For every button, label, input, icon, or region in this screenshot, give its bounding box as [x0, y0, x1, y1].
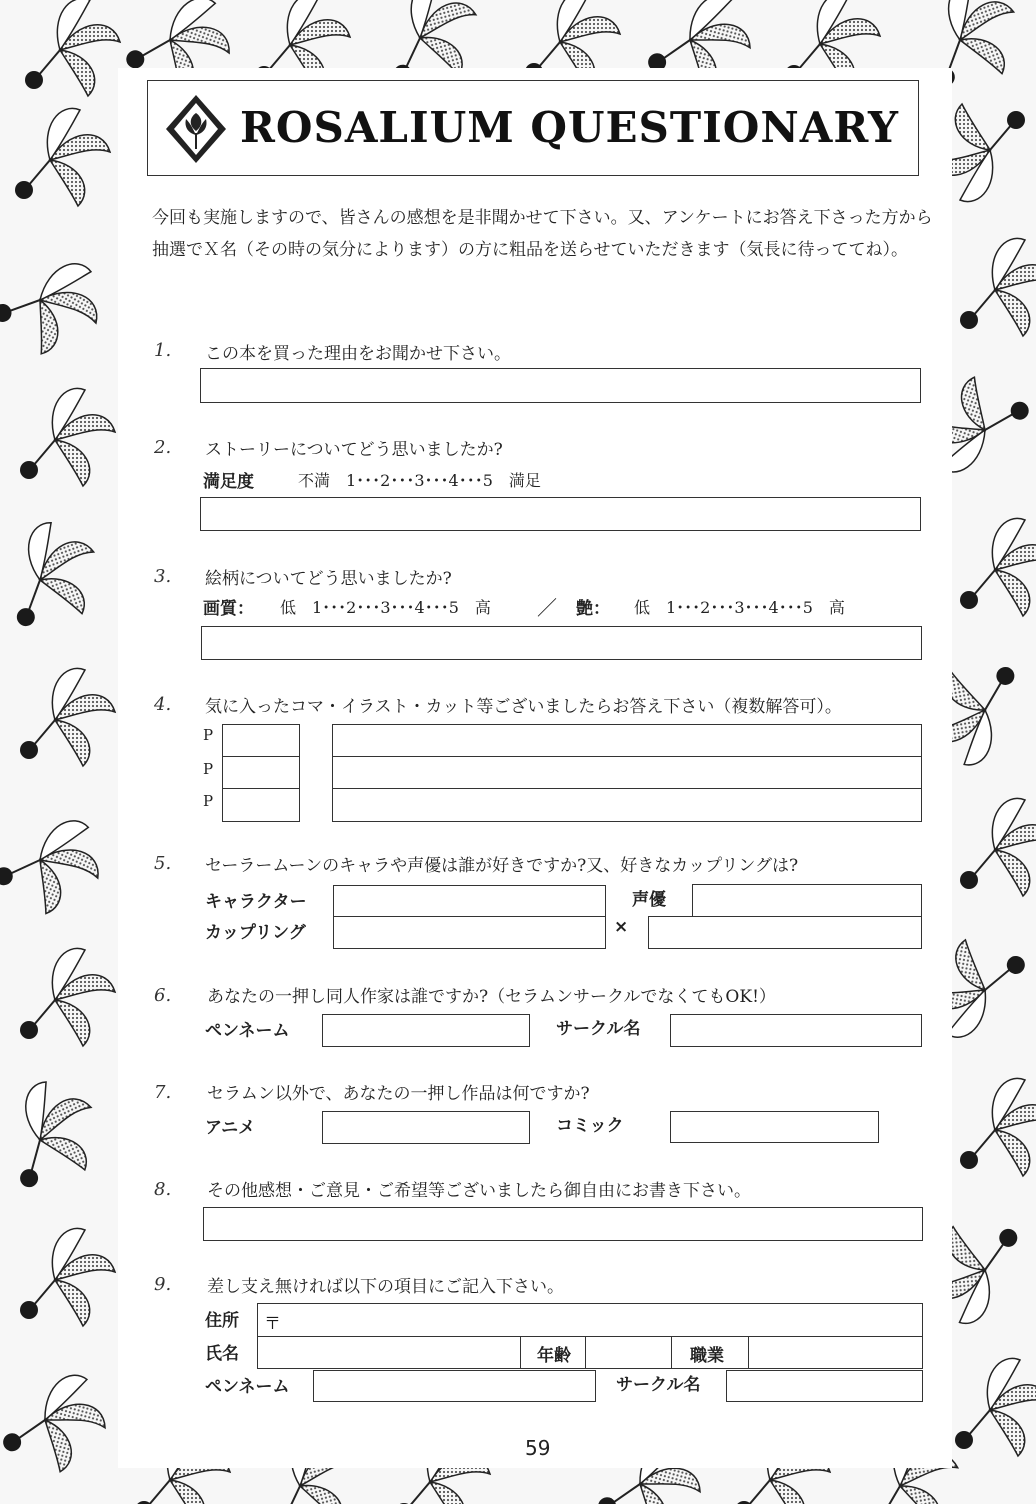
q9-text: 差し支え無ければ以下の項目にご記入下さい。: [207, 1277, 564, 1297]
q3-separator: ／: [537, 596, 557, 620]
q9-number: 9.: [154, 1274, 172, 1295]
q2-satisfaction-label: 満足度: [203, 472, 254, 492]
q1-number: 1.: [154, 340, 172, 361]
q5-coupling-label: カップリング: [205, 923, 306, 943]
page-number: 59: [522, 1436, 553, 1460]
q4-text: 気に入ったコマ・イラスト・カット等ございましたらお答え下さい（複数解答可）。: [205, 697, 842, 717]
q8-answer-field[interactable]: [203, 1207, 923, 1241]
q9-job-field[interactable]: [748, 1336, 923, 1369]
q9-job-label: 職業: [690, 1346, 724, 1366]
q4-comment-field-1[interactable]: [332, 724, 922, 758]
q5-cross-mark: ×: [614, 917, 629, 937]
q5-seiyu-field[interactable]: [692, 884, 922, 917]
tulip-logo-icon: [164, 93, 228, 165]
q9-penname-field[interactable]: [313, 1370, 596, 1402]
q9-circle-label: サークル名: [616, 1375, 701, 1395]
q5-number: 5.: [154, 853, 172, 874]
q4-page-field-1[interactable]: [222, 724, 300, 758]
q3-gloss-label: 艶：: [576, 599, 610, 619]
intro-text: 今回も実施しますので、皆さんの感想を是非聞かせて下さい。又、アンケートにお答え下さった方から抽選でＸ名（その時の気分によります）の方に粗品を送らせていただきます（気長に待っててね）。: [152, 208, 933, 260]
q5-coupling-field-a[interactable]: [333, 916, 606, 949]
q4-comment-field-2[interactable]: [332, 756, 922, 790]
q6-penname-field[interactable]: [322, 1014, 530, 1047]
q9-age-label: 年齢: [537, 1346, 571, 1366]
q7-number: 7.: [154, 1082, 172, 1103]
q9-job-label-cell: [671, 1336, 749, 1369]
title-box: [147, 80, 919, 176]
q4-page-label-3: P: [203, 792, 214, 810]
q3-text: 絵柄についてどう思いましたか?: [205, 569, 452, 589]
q9-circle-field[interactable]: [726, 1370, 923, 1402]
q7-anime-field[interactable]: [322, 1111, 530, 1144]
q4-page-label-1: P: [203, 726, 214, 744]
q3-gloss-scale: 低 1･･･2･･･3･･･4･･･5 高: [634, 598, 845, 617]
q7-comic-label: コミック: [556, 1116, 624, 1136]
q2-number: 2.: [154, 437, 172, 458]
q6-number: 6.: [154, 985, 172, 1006]
q4-number: 4.: [154, 694, 172, 715]
q5-seiyu-label: 声優: [632, 890, 666, 910]
q2-scale: 不満 1･･･2･･･3･･･4･･･5 満足: [298, 471, 541, 490]
q7-text: セラムン以外で、あなたの一押し作品は何ですか?: [207, 1084, 590, 1104]
q8-text: その他感想・ご意見・ご希望等ございましたら御自由にお書き下さい。: [207, 1181, 751, 1201]
postal-mark: 〒: [264, 1314, 281, 1334]
q1-text: この本を買った理由をお聞かせ下さい。: [205, 344, 511, 364]
q3-quality-label: 画質：: [203, 599, 254, 619]
q7-anime-label: アニメ: [205, 1118, 256, 1138]
q2-answer-field[interactable]: [200, 497, 921, 531]
q8-number: 8.: [154, 1179, 172, 1200]
q9-age-label-cell: [520, 1336, 586, 1369]
q9-penname-label: ペンネーム: [205, 1377, 290, 1397]
q5-character-field[interactable]: [333, 885, 606, 917]
q6-circle-field[interactable]: [670, 1014, 922, 1047]
q6-text: あなたの一押し同人作家は誰ですか?（セラムンサークルでなくてもOK!）: [207, 987, 776, 1007]
q5-coupling-field-b[interactable]: [648, 916, 922, 949]
q3-answer-field[interactable]: [201, 626, 922, 660]
q4-page-field-3[interactable]: [222, 788, 300, 822]
q2-text: ストーリーについてどう思いましたか?: [205, 440, 503, 460]
q4-page-label-2: P: [203, 760, 214, 778]
q9-address-label: 住所: [205, 1311, 239, 1331]
q9-name-label: 氏名: [205, 1344, 239, 1364]
q4-comment-field-3[interactable]: [332, 788, 922, 822]
q7-comic-field[interactable]: [670, 1111, 879, 1143]
page-title: ROSALIUM QUESTIONARY: [240, 103, 899, 152]
q6-penname-label: ペンネーム: [205, 1021, 290, 1041]
q1-answer-field[interactable]: [200, 368, 921, 403]
q5-character-label: キャラクター: [205, 892, 307, 912]
q9-name-field[interactable]: [257, 1336, 521, 1369]
q3-quality-scale: 低 1･･･2･･･3･･･4･･･5 高: [280, 598, 491, 617]
q6-circle-label: サークル名: [556, 1019, 641, 1039]
q5-text: セーラームーンのキャラや声優は誰が好きですか?又、好きなカップリングは?: [205, 856, 799, 876]
q3-number: 3.: [154, 566, 172, 587]
q9-age-field[interactable]: [585, 1336, 672, 1369]
q4-page-field-2[interactable]: [222, 756, 300, 790]
q9-address-field[interactable]: [257, 1303, 923, 1337]
